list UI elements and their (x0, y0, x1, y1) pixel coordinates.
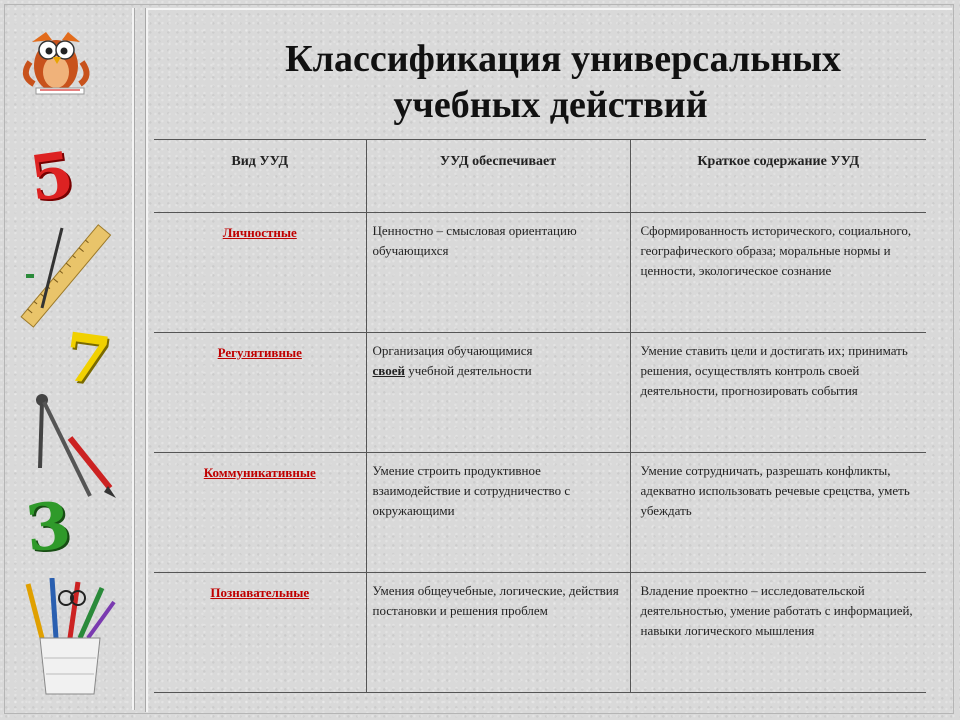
kind-cell (154, 453, 366, 573)
kind-link-personal[interactable]: Личностные (222, 225, 297, 240)
uud-classification-table (154, 139, 926, 693)
page-title (146, 36, 950, 128)
content-cell: Умение ставить цели и достигать их; принимать решения, осуществлять контроль своей деятельности, прогнозировать события (630, 333, 926, 453)
header-content: Краткое содержание УУД (630, 140, 926, 213)
provides-emphasis: своей (372, 363, 405, 378)
table-row (154, 213, 926, 333)
table-row (154, 333, 926, 453)
digit-three-icon: 3 (22, 487, 75, 568)
kind-link-communicative[interactable]: Коммуникативные (203, 465, 316, 480)
compass-icon (20, 388, 120, 508)
table-row (154, 573, 926, 693)
content-cell: Владение проектно – исследовательской деятельностью, умение работать с информацией, навыки логического мышления (630, 573, 926, 693)
kind-link-regulatory[interactable]: Регулятивные (217, 345, 302, 360)
title-line-2: учебных действий (393, 84, 708, 126)
provides-cell: Умения общеучебные, логические, действия постановки и решения проблем (366, 573, 630, 693)
pencil-cup-icon (22, 578, 122, 698)
digit-seven-icon: 7 (58, 317, 116, 401)
title-line-1: Классификация универсальных (285, 38, 841, 80)
provides-text: Организация обучающимися (372, 343, 533, 358)
kind-cell (154, 573, 366, 693)
header-kind: Вид УУД (154, 140, 366, 213)
ruler-pencil-icon (12, 218, 122, 328)
digit-five-icon: 5 (25, 137, 79, 216)
kind-cell (154, 213, 366, 333)
kind-link-cognitive[interactable]: Познавательные (210, 585, 310, 600)
provides-cell: Умение строить продуктивное взаимодействие и сотрудничество с окружающими (366, 453, 630, 573)
provides-cell (366, 333, 630, 453)
kind-cell (154, 333, 366, 453)
provides-cell: Ценностно – смысловая ориентацию обучающихся (366, 213, 630, 333)
content-cell: Умение сотрудничать, разрешать конфликты, адекватно использовать речевые срецства, уметь убеждать (630, 453, 926, 573)
header-provides: УУД обеспечивает (366, 140, 630, 213)
content-cell: Сформированность исторического, социального, географического образа; моральные нормы и ценности, экологическое сознание (630, 213, 926, 333)
owl-icon (22, 26, 92, 98)
provides-text-tail: учебной деятельности (404, 363, 532, 378)
table-row (154, 453, 926, 573)
table-header-row (154, 140, 926, 213)
